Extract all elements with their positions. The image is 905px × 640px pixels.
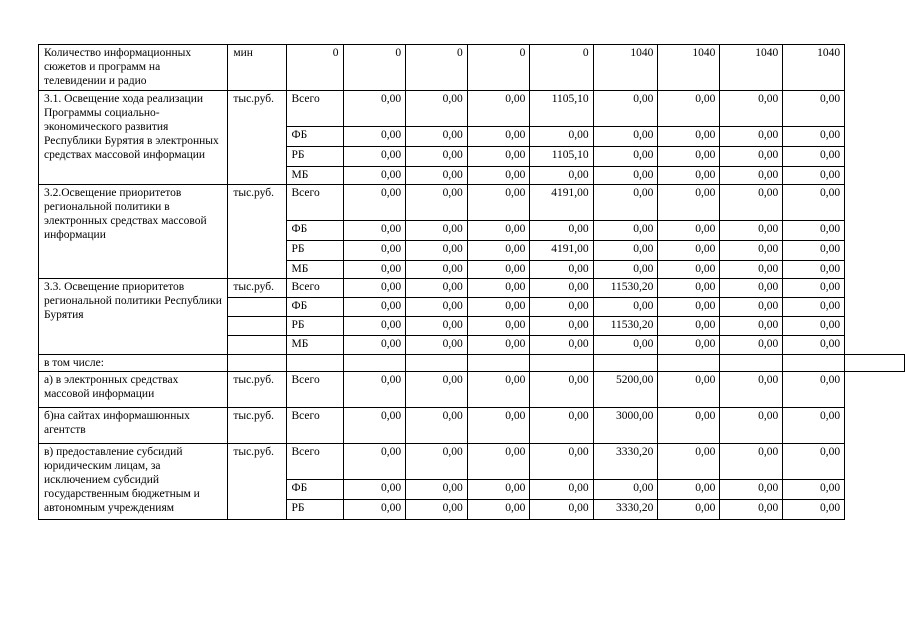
value-cell: 0,00 (406, 372, 468, 408)
value-cell: 0,00 (467, 317, 530, 336)
value-cell: 0,00 (658, 147, 720, 167)
value-cell: 0,00 (783, 372, 845, 408)
value-cell: 0,00 (720, 185, 783, 221)
value-cell: 0,00 (530, 221, 593, 241)
value-cell: 0,00 (783, 167, 845, 185)
table-row (39, 372, 905, 408)
value-cell: 0,00 (658, 221, 720, 241)
value-cell: 0,00 (720, 127, 783, 147)
value-cell: 0,00 (467, 167, 530, 185)
table-cell (593, 355, 658, 372)
value-cell: 0,00 (467, 480, 530, 500)
value-cell: 0,00 (343, 444, 406, 480)
value-cell: 0,00 (467, 241, 530, 261)
table-cell: Всего (286, 408, 343, 444)
value-cell: 0,00 (530, 444, 593, 480)
table-cell: РБ (286, 241, 343, 261)
value-cell: 0,00 (658, 91, 720, 127)
table-cell: тыс.руб. (228, 444, 286, 520)
value-cell: 0,00 (658, 185, 720, 221)
value-cell: 0,00 (593, 91, 658, 127)
value-cell: 0,00 (593, 480, 658, 500)
value-cell: 1040 (593, 45, 658, 91)
value-cell: 1040 (720, 45, 783, 91)
value-cell: 0,00 (658, 444, 720, 480)
value-cell: 0,00 (783, 408, 845, 444)
value-cell: 0,00 (593, 167, 658, 185)
value-cell: 0,00 (467, 500, 530, 520)
value-cell: 0,00 (720, 444, 783, 480)
value-cell: 0,00 (593, 261, 658, 279)
table-cell: ФБ (286, 127, 343, 147)
value-cell: 0,00 (530, 261, 593, 279)
value-cell: 0,00 (720, 480, 783, 500)
table-cell: ФБ (286, 480, 343, 500)
value-cell: 0,00 (343, 317, 406, 336)
item-name-cell: в) предоставление субсидий юридическим лицам, за исключением субсидий государственным бюджетным и автономным учреждениям (39, 444, 228, 520)
item-name-cell: а) в электронных средствах массовой информации (39, 372, 228, 408)
table-cell: МБ (286, 261, 343, 279)
value-cell: 0,00 (406, 91, 468, 127)
value-cell: 0,00 (467, 372, 530, 408)
item-name-cell: б)на сайтах информашюнных агентств (39, 408, 228, 444)
value-cell: 0,00 (658, 127, 720, 147)
value-cell: 0,00 (720, 221, 783, 241)
value-cell: 0,00 (783, 221, 845, 241)
value-cell: 0,00 (467, 185, 530, 221)
value-cell: 0,00 (406, 500, 468, 520)
value-cell: 0 (286, 45, 343, 91)
value-cell: 0,00 (343, 372, 406, 408)
value-cell: 0,00 (658, 500, 720, 520)
value-cell: 4191,00 (530, 241, 593, 261)
value-cell: 0,00 (406, 127, 468, 147)
value-cell: 1040 (658, 45, 720, 91)
value-cell: 4191,00 (530, 185, 593, 221)
value-cell: 0,00 (658, 480, 720, 500)
value-cell: 0,00 (467, 444, 530, 480)
value-cell: 0,00 (593, 221, 658, 241)
table-cell (530, 355, 593, 372)
value-cell: 0,00 (783, 317, 845, 336)
table-cell: тыс.руб. (228, 185, 286, 279)
table-row (39, 279, 905, 298)
value-cell: 1105,10 (530, 147, 593, 167)
table-row (39, 408, 905, 444)
table-cell: ФБ (286, 221, 343, 241)
value-cell: 0,00 (720, 408, 783, 444)
value-cell: 0,00 (783, 127, 845, 147)
table-cell (720, 355, 783, 372)
value-cell: 0,00 (406, 167, 468, 185)
value-cell: 0,00 (593, 127, 658, 147)
table-cell: Всего (286, 372, 343, 408)
value-cell: 0 (406, 45, 468, 91)
value-cell: 0,00 (406, 444, 468, 480)
value-cell: 0,00 (530, 408, 593, 444)
value-cell: 0,00 (720, 279, 783, 298)
value-cell: 0,00 (530, 372, 593, 408)
table-cell: РБ (286, 147, 343, 167)
table-cell: мин (228, 45, 286, 91)
value-cell: 0,00 (343, 185, 406, 221)
table-cell: Всего (286, 444, 343, 480)
value-cell: 0,00 (530, 127, 593, 147)
value-cell: 0,00 (720, 372, 783, 408)
value-cell: 0,00 (343, 279, 406, 298)
table-cell (467, 355, 530, 372)
value-cell: 3000,00 (593, 408, 658, 444)
value-cell: 0,00 (783, 336, 845, 355)
table-cell: МБ (286, 167, 343, 185)
value-cell: 0,00 (658, 298, 720, 317)
value-cell: 5200,00 (593, 372, 658, 408)
value-cell: 0,00 (658, 408, 720, 444)
value-cell: 0,00 (658, 261, 720, 279)
table-cell: РБ (286, 317, 343, 336)
value-cell: 0,00 (783, 298, 845, 317)
value-cell: 0,00 (720, 261, 783, 279)
value-cell: 0,00 (783, 185, 845, 221)
value-cell: 0,00 (658, 317, 720, 336)
value-cell: 0,00 (467, 279, 530, 298)
value-cell: 0 (530, 45, 593, 91)
value-cell: 0,00 (783, 500, 845, 520)
value-cell: 0,00 (343, 500, 406, 520)
item-name-cell: 3.3. Освещение приоритетов региональной политики Республики Бурятия (39, 279, 228, 355)
value-cell: 0,00 (783, 480, 845, 500)
table-cell (228, 317, 286, 336)
item-name-cell: 3.1. Освещение хода реализации Программы социально-экономического развития Республики Бурятия в электронных средствах массовой информации (39, 91, 228, 185)
value-cell: 0,00 (720, 241, 783, 261)
value-cell: 0,00 (783, 241, 845, 261)
value-cell: 0,00 (343, 408, 406, 444)
value-cell: 0,00 (467, 261, 530, 279)
value-cell: 0,00 (658, 336, 720, 355)
table-row (39, 91, 905, 127)
table-cell: Всего (286, 185, 343, 221)
value-cell: 0,00 (467, 221, 530, 241)
item-name-cell: Количество информационных сюжетов и программ на телевидении и радио (39, 45, 228, 91)
table-cell (845, 355, 905, 372)
table-cell: ФБ (286, 298, 343, 317)
table-row (39, 45, 905, 91)
value-cell: 0,00 (343, 241, 406, 261)
value-cell: 0,00 (783, 91, 845, 127)
value-cell: 0,00 (720, 500, 783, 520)
value-cell: 0,00 (467, 408, 530, 444)
value-cell: 3330,20 (593, 500, 658, 520)
value-cell: 0,00 (406, 185, 468, 221)
value-cell: 0,00 (530, 167, 593, 185)
value-cell: 3330,20 (593, 444, 658, 480)
value-cell: 0,00 (783, 261, 845, 279)
value-cell: 0,00 (343, 127, 406, 147)
value-cell: 0,00 (343, 221, 406, 241)
value-cell: 0,00 (720, 336, 783, 355)
value-cell: 0,00 (467, 298, 530, 317)
value-cell: 0,00 (783, 279, 845, 298)
value-cell: 0,00 (406, 317, 468, 336)
value-cell: 0,00 (658, 279, 720, 298)
value-cell: 0,00 (467, 147, 530, 167)
value-cell: 0,00 (467, 336, 530, 355)
table-cell (228, 355, 286, 372)
table-cell (286, 355, 343, 372)
value-cell: 0,00 (658, 241, 720, 261)
value-cell: 0,00 (406, 147, 468, 167)
value-cell: 0,00 (406, 336, 468, 355)
value-cell: 0,00 (783, 444, 845, 480)
value-cell: 0 (343, 45, 406, 91)
value-cell: 0,00 (343, 261, 406, 279)
table-cell: тыс.руб. (228, 372, 286, 408)
table-body (39, 45, 905, 520)
table-cell: Всего (286, 279, 343, 298)
value-cell: 0,00 (406, 408, 468, 444)
value-cell: 11530,20 (593, 279, 658, 298)
table-cell: Всего (286, 91, 343, 127)
value-cell: 0,00 (593, 185, 658, 221)
value-cell: 0,00 (720, 147, 783, 167)
value-cell: 0,00 (658, 372, 720, 408)
value-cell: 0,00 (406, 480, 468, 500)
table-cell: тыс.руб. (228, 408, 286, 444)
value-cell: 0,00 (343, 167, 406, 185)
value-cell: 0,00 (343, 91, 406, 127)
table-cell (783, 355, 845, 372)
table-cell: МБ (286, 336, 343, 355)
table-cell (406, 355, 468, 372)
value-cell: 11530,20 (593, 317, 658, 336)
table-row (39, 444, 905, 480)
budget-table (38, 44, 905, 520)
value-cell: 0,00 (593, 336, 658, 355)
table-cell: тыс.руб. (228, 279, 286, 298)
value-cell: 0,00 (467, 127, 530, 147)
value-cell: 0,00 (343, 336, 406, 355)
table-row (39, 355, 905, 372)
value-cell: 0,00 (406, 279, 468, 298)
value-cell: 0,00 (530, 480, 593, 500)
value-cell: 0 (467, 45, 530, 91)
value-cell: 0,00 (406, 261, 468, 279)
value-cell: 0,00 (530, 317, 593, 336)
table-cell (343, 355, 406, 372)
value-cell: 0,00 (530, 298, 593, 317)
item-name-cell: 3.2.Освещение приоритетов региональной политики в электронных средствах массовой информации (39, 185, 228, 279)
value-cell: 0,00 (720, 167, 783, 185)
value-cell: 0,00 (467, 91, 530, 127)
value-cell: 1105,10 (530, 91, 593, 127)
value-cell: 0,00 (720, 91, 783, 127)
value-cell: 0,00 (406, 221, 468, 241)
value-cell: 0,00 (406, 298, 468, 317)
table-cell (228, 298, 286, 317)
value-cell: 0,00 (593, 147, 658, 167)
table-row (39, 185, 905, 221)
value-cell: 0,00 (343, 147, 406, 167)
value-cell: 0,00 (530, 500, 593, 520)
value-cell: 0,00 (406, 241, 468, 261)
table-cell (658, 355, 720, 372)
value-cell: 0,00 (593, 241, 658, 261)
value-cell: 0,00 (530, 279, 593, 298)
table-cell: в том числе: (39, 355, 228, 372)
value-cell: 1040 (783, 45, 845, 91)
value-cell: 0,00 (658, 167, 720, 185)
value-cell: 0,00 (343, 298, 406, 317)
table-cell (228, 336, 286, 355)
value-cell: 0,00 (593, 298, 658, 317)
value-cell: 0,00 (783, 147, 845, 167)
value-cell: 0,00 (720, 298, 783, 317)
value-cell: 0,00 (343, 480, 406, 500)
value-cell: 0,00 (530, 336, 593, 355)
value-cell: 0,00 (720, 317, 783, 336)
table-cell: тыс.руб. (228, 91, 286, 185)
table-cell: РБ (286, 500, 343, 520)
